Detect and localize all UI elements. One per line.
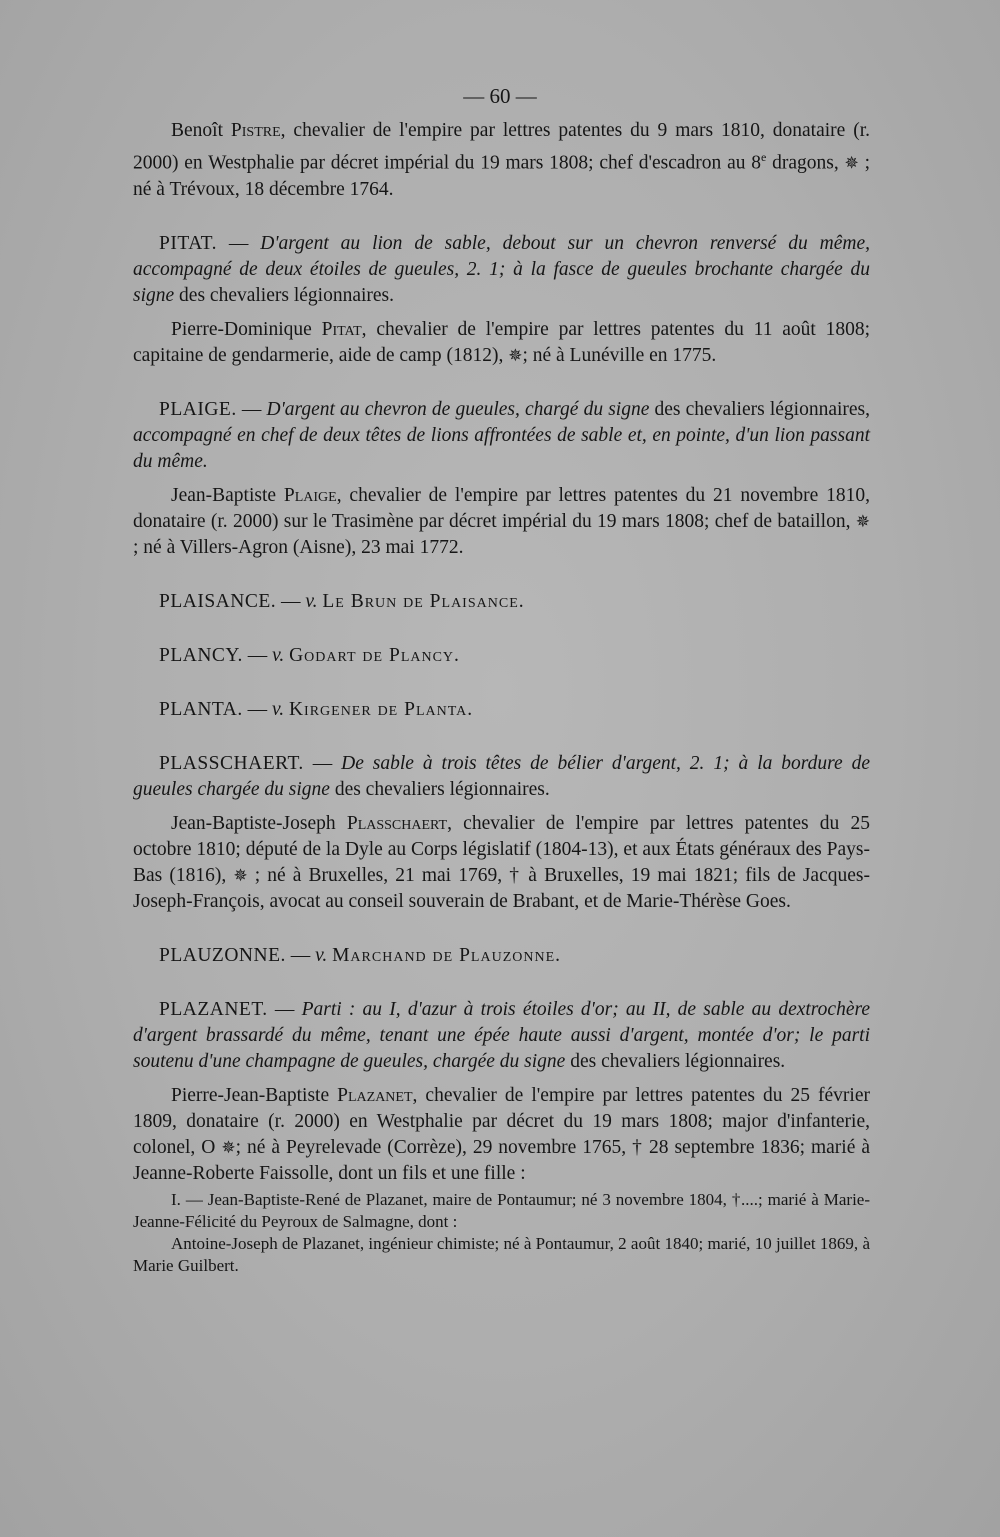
person-entry: Pierre-Dominique Pitat, chevalier de l'empire par lettres patentes du 11 août 1808; capitaine de gendarmerie, aide de camp (1812), ✵; né à Lunéville en 1775. bbox=[133, 318, 871, 366]
family-name-heading: PLAISANCE. bbox=[159, 590, 277, 612]
legion-honneur-star-icon: ✵ bbox=[221, 1137, 236, 1157]
cross-reference: Marchand de Plauzonne. bbox=[332, 944, 561, 966]
armorial-entry: PLANTA. — v. Kirgener de Planta. bbox=[159, 698, 474, 720]
person-surname: Plasschaert bbox=[346, 812, 448, 834]
legion-honneur-star-icon: ✵ bbox=[233, 865, 248, 885]
italic-blazon: v. bbox=[305, 590, 318, 612]
page-number: — 60 — bbox=[463, 84, 537, 108]
armorial-entry: PLANCY. — v. Godart de Plancy. bbox=[159, 644, 460, 666]
person-entry: Pierre-Jean-Baptiste Plazanet, chevalier de l'empire par lettres patentes du 25 février 1809, donataire (r. 2000) en Westphalie par décret du 19 mars 1808; major d'infanterie, colonel, O ✵; né à Peyrelevade (Corrèze), 29 novembre 1765, † 28 septembre 1836; marié à Jeanne-Roberte Faissolle, dont un fils et une fille : bbox=[133, 1084, 870, 1184]
italic-blazon: De sable à trois têtes de bélier d'argent, 2. 1; à la bordure de gueules chargée du signe bbox=[133, 752, 870, 800]
italic-blazon: D'argent au chevron de gueules, chargé du signe bbox=[266, 398, 650, 420]
person-surname: Pitat bbox=[321, 318, 362, 340]
person-surname: Plazanet bbox=[337, 1084, 413, 1106]
person-entry: Jean-Baptiste-Joseph Plasschaert, chevalier de l'empire par lettres patentes du 25 octobre 1810; député de la Dyle au Corps législatif (1804-13), et aux États généraux des Pays-Bas (1816), ✵ ; né à Bruxelles, 21 mai 1769, † à Bruxelles, 19 mai 1821; fils de Jacques-Joseph-François, avocat au conseil souverain de Brabant, et de Marie-Thérèse Goes. bbox=[133, 812, 870, 912]
italic-blazon: accompagné en chef de deux têtes de lions affrontées de sable et, en pointe, d'un lion passant du même. bbox=[133, 424, 870, 472]
person-entry: Jean-Baptiste Plaige, chevalier de l'empire par lettres patentes du 21 novembre 1810, donataire (r. 2000) sur le Trasimène par décret impérial du 19 mars 1808; chef de bataillon, ✵ ; né à Villers-Agron (Aisne), 23 mai 1772. bbox=[133, 484, 870, 558]
italic-blazon: D'argent au lion de sable, debout sur un chevron renversé du même, accompagné de deux étoiles de gueules, 2. 1; à la fasce de gueules brochante chargée du signe bbox=[133, 232, 870, 306]
family-name-heading: PLANCY. bbox=[159, 644, 243, 666]
armorial-entry: PLASSCHAERT. — De sable à trois têtes de bélier d'argent, 2. 1; à la bordure de gueules chargée du signe des chevaliers légionnaires. bbox=[133, 752, 870, 800]
descendants-block bbox=[133, 1189, 870, 1277]
legion-honneur-star-icon: ✵ bbox=[855, 511, 870, 531]
cross-reference: Kirgener de Planta. bbox=[288, 698, 474, 720]
legion-honneur-star-icon: ✵ bbox=[508, 345, 523, 365]
italic-blazon: Parti : au I, d'azur à trois étoiles d'or; au II, de sable au dextrochère d'argent brassardé du même, tenant une épée haute aussi d'argent, montée d'or; le parti soutenu d'une champagne de gueules, chargée du signe bbox=[133, 998, 870, 1072]
armorial-entry: PLAISANCE. — v. Le Brun de Plaisance. bbox=[159, 590, 525, 612]
legion-honneur-star-icon: ✵ bbox=[844, 153, 859, 173]
armorial-entry: PLAZANET. — Parti : au I, d'azur à trois étoiles d'or; au II, de sable au dextrochère d'argent brassardé du même, tenant une épée haute aussi d'argent, montée d'or; le parti soutenu d'une champagne de gueules, chargée du signe des chevaliers légionnaires. bbox=[133, 998, 870, 1072]
family-name-heading: PLAUZONNE. bbox=[159, 944, 286, 966]
descendant-entry: Antoine-Joseph de Plazanet, ingénieur chimiste; né à Pontaumur, 2 août 1840; marié, 10 juillet 1869, à Marie Guilbert. bbox=[133, 1233, 870, 1275]
armorial-entry: PITAT. — D'argent au lion de sable, debout sur un chevron renversé du même, accompagné de deux étoiles de gueules, 2. 1; à la fasce de gueules brochante chargée du signe des chevaliers légionnaires. bbox=[133, 232, 870, 306]
person-surname: Pistre bbox=[230, 120, 281, 141]
italic-blazon: v. bbox=[315, 944, 328, 966]
armorial-entry: PLAUZONNE. — v. Marchand de Plauzonne. bbox=[159, 944, 561, 966]
family-name-heading: PITAT. bbox=[159, 232, 217, 254]
armorial-entry: PLAIGE. — D'argent au chevron de gueules, chargé du signe des chevaliers légionnaires, accompagné en chef de deux têtes de lions affrontées de sable et, en pointe, d'un lion passant du même. bbox=[133, 398, 871, 472]
person-entry: Benoît Pistre, chevalier de l'empire par lettres patentes du 9 mars 1810, donataire (r. 2000) en Westphalie par décret impérial du 19 mars 1808; chef d'escadron au 8e dragons, ✵ ; né à Trévoux, 18 décembre 1764. bbox=[133, 120, 871, 200]
italic-blazon: v. bbox=[271, 698, 285, 720]
person-surname: Plaige bbox=[283, 484, 337, 506]
family-name-heading: PLAZANET. bbox=[159, 998, 268, 1020]
descendant-entry: I. — Jean-Baptiste-René de Plazanet, maire de Pontaumur; né 3 novembre 1804, †....; marié à Marie-Jeanne-Félicité du Peyroux de Salmagne, dont : bbox=[133, 1189, 870, 1231]
cross-reference: Le Brun de Plaisance. bbox=[322, 590, 525, 612]
family-name-heading: PLAIGE. bbox=[159, 398, 237, 420]
family-name-heading: PLANTA. bbox=[159, 698, 243, 720]
family-name-heading: PLASSCHAERT. bbox=[159, 752, 304, 774]
cross-reference: Godart de Plancy. bbox=[289, 644, 460, 666]
italic-blazon: v. bbox=[272, 644, 285, 666]
superscript: e bbox=[761, 150, 767, 164]
page-body bbox=[133, 118, 870, 1277]
